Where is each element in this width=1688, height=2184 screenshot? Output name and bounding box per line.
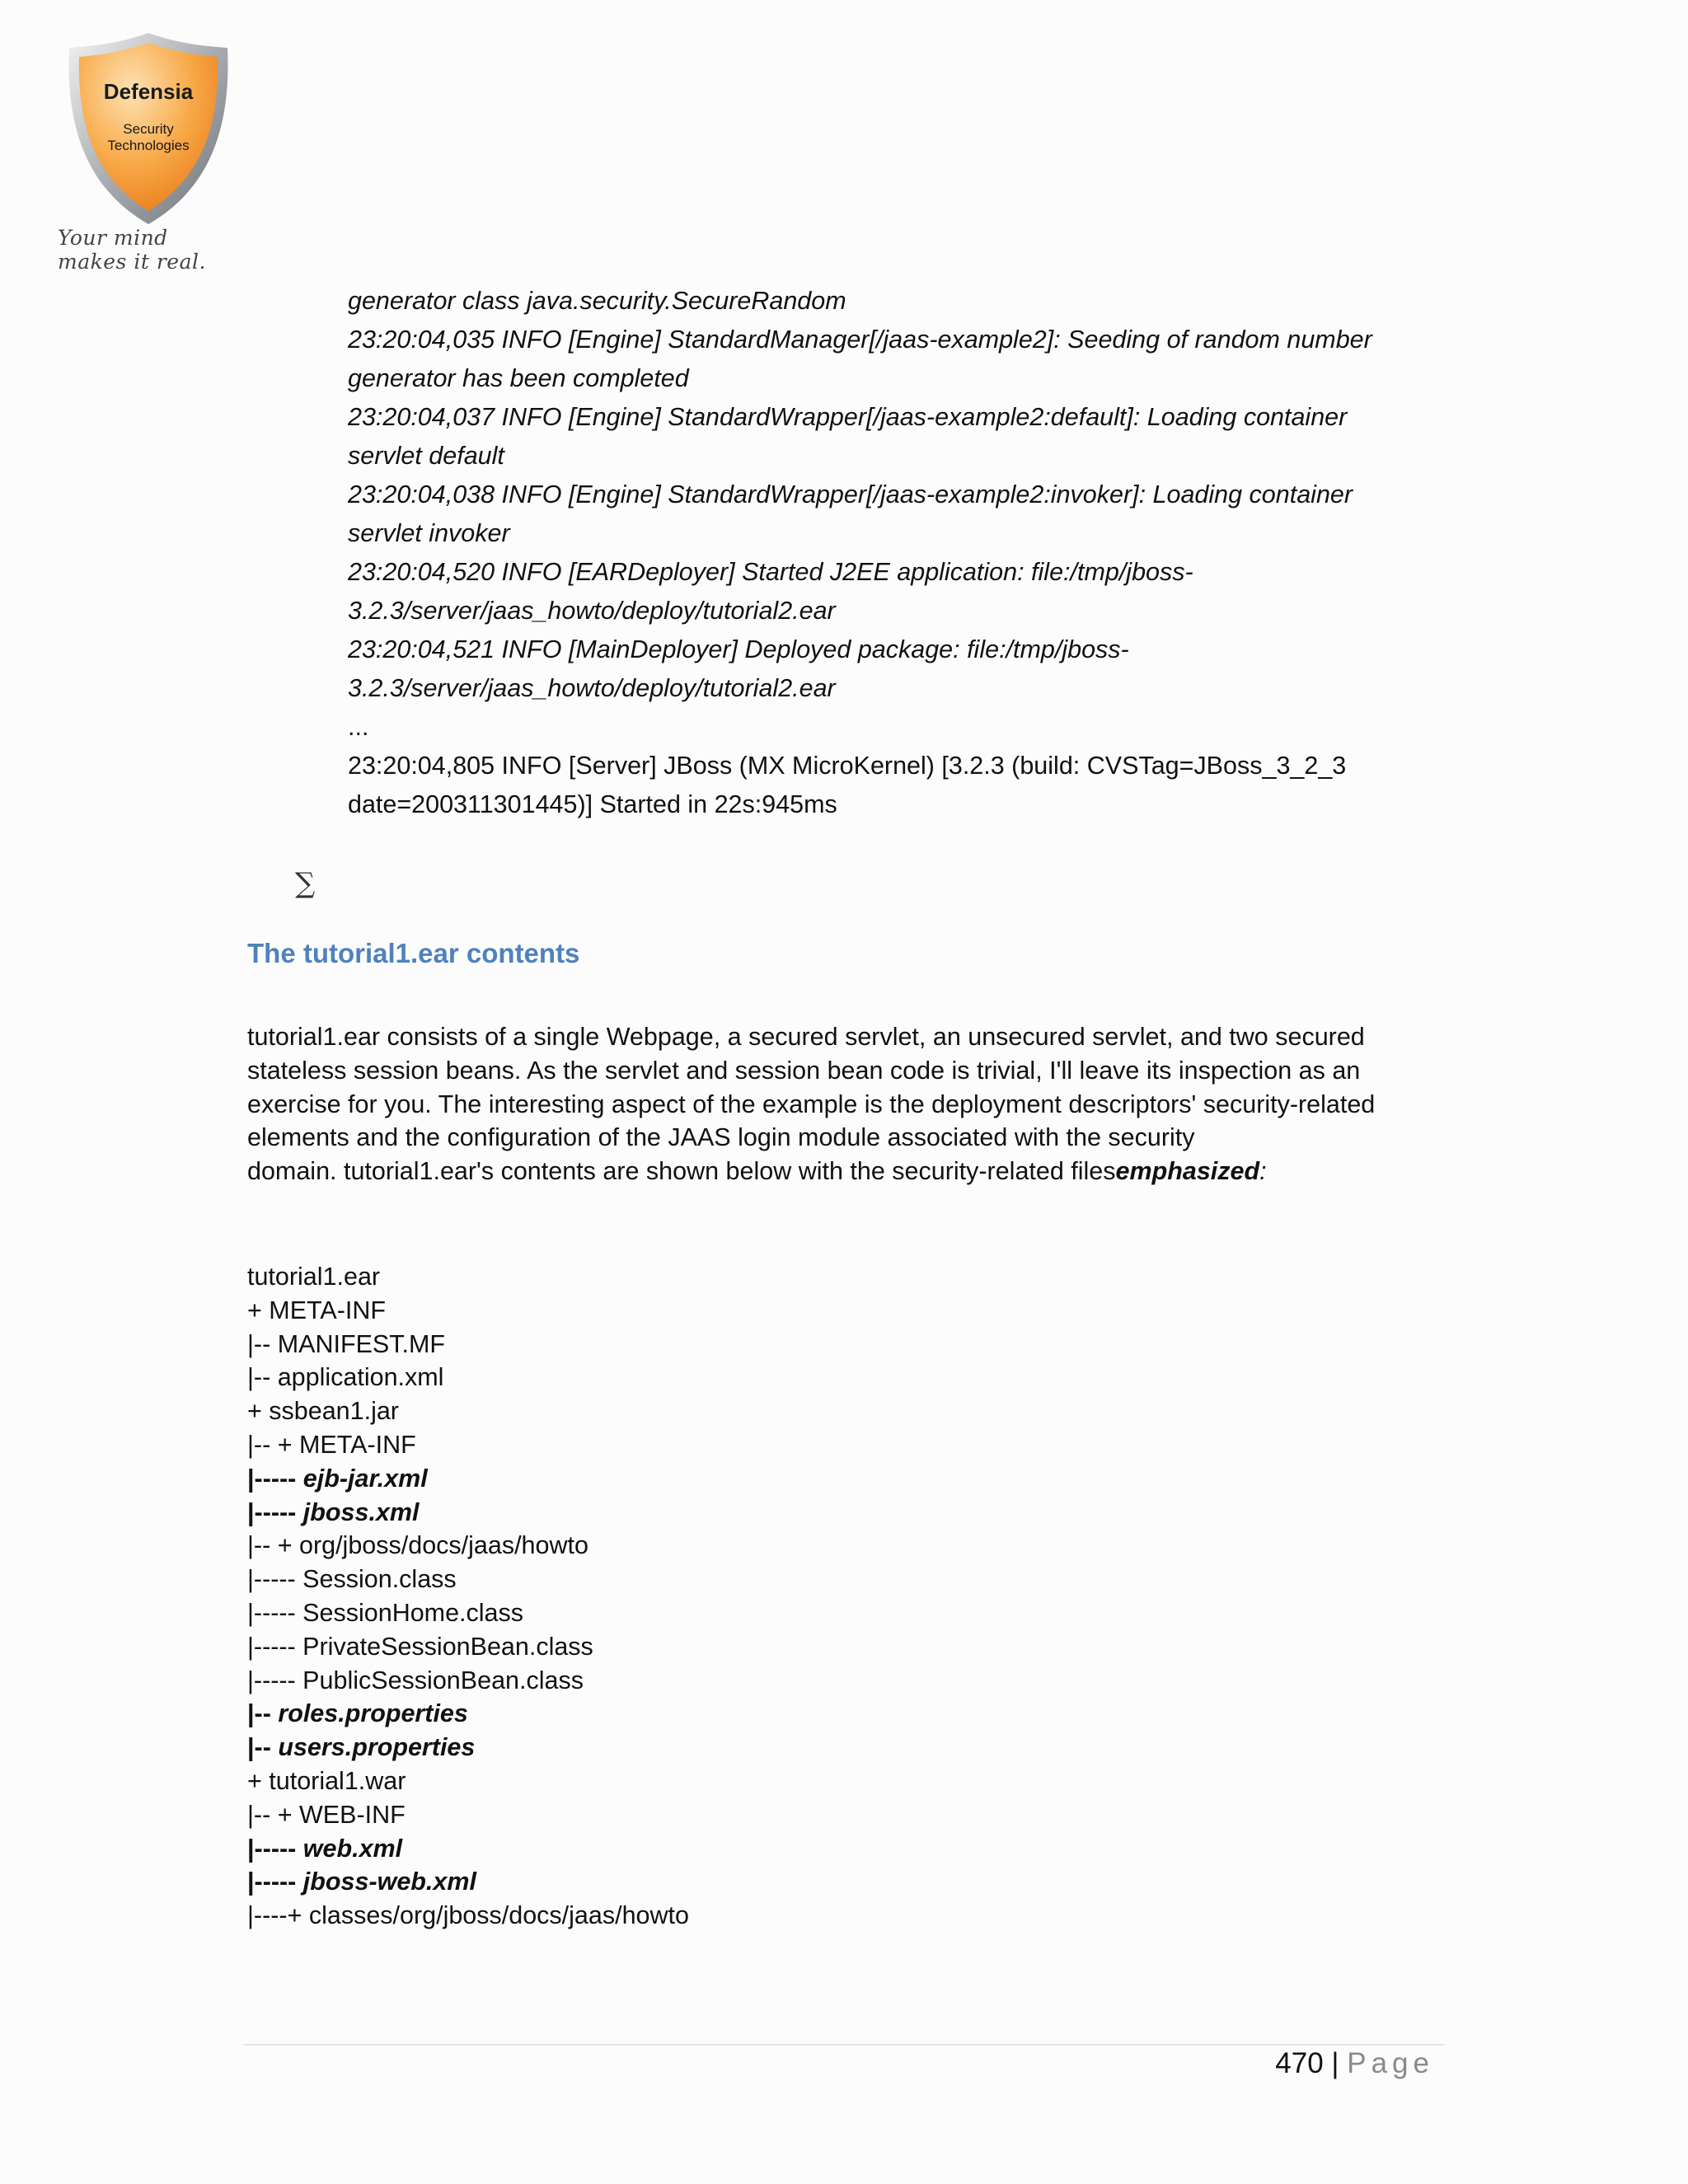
svg-text:Technologies: Technologies [107,138,190,153]
tree-item: |----- SessionHome.class [247,1598,524,1627]
body-paragraph [247,1020,1451,1188]
tree-branch: |-- [247,1733,279,1762]
log-line: servlet default [348,442,504,470]
log-line: date=200311301445)] Started in 22s:945ms [348,790,837,818]
log-output [348,282,1436,824]
tree-item: |-- + META-INF [247,1430,416,1459]
log-line: 23:20:04,038 INFO [Engine] StandardWrapper[/jaas-example2:invoker]: Loading container [348,480,1353,509]
page-number-value: 470 [1275,2047,1324,2079]
svg-text:Security: Security [123,121,174,137]
sigma-bullet-icon: ∑ [295,867,316,900]
log-line: servlet invoker [348,519,510,547]
tree-branch: |----- [247,1497,303,1526]
svg-text:Defensia: Defensia [103,79,194,104]
tree-filename: roles.properties [278,1699,468,1728]
tree-item: |----- Session.class [247,1565,457,1594]
paragraph-line: elements and the configuration of the JAAS login module associated with the security [247,1123,1195,1152]
tree-item: |-- MANIFEST.MF [247,1329,446,1358]
tree-item-security-file [247,1731,689,1765]
tree-branch: |----- [247,1834,303,1863]
tree-item: + META-INF [247,1296,387,1324]
paragraph-line [247,1155,1451,1188]
tree-branch: |-- [247,1699,279,1728]
log-line: 23:20:04,037 INFO [Engine] StandardWrapper[/jaas-example2:default]: Loading container [348,403,1348,431]
footer-divider [244,2044,1444,2046]
tree-item: |-- application.xml [247,1363,444,1392]
tree-item: |----- PrivateSessionBean.class [247,1632,593,1661]
tree-item-security-file [247,1697,689,1731]
tree-item-security-file [247,1462,689,1496]
paragraph-line: exercise for you. The interesting aspect of the example is the deployment descriptors' security-related [247,1090,1376,1118]
logo-tagline: Your mind makes it real. [58,226,206,274]
tree-filename: web.xml [302,1834,403,1863]
log-line: generator has been completed [348,364,689,392]
log-line: ... [348,713,369,741]
tree-filename: jboss-web.xml [302,1868,476,1896]
paragraph-line: stateless session beans. As the servlet and session bean code is trivial, I'll leave its inspection as an [247,1056,1361,1085]
tree-item: + tutorial1.war [247,1766,406,1795]
tree-branch: |----- [247,1868,303,1896]
log-line: 23:20:04,035 INFO [Engine] StandardManager[/jaas-example2]: Seeding of random number [348,326,1372,354]
tree-branch: |----- [247,1464,303,1493]
log-line: 3.2.3/server/jaas_howto/deploy/tutorial2.ear [348,597,836,625]
page-number [1275,2047,1434,2080]
emphasized-word: emphasized [1115,1157,1260,1186]
tree-item: |----+ classes/org/jboss/docs/jaas/howto [247,1901,689,1930]
tree-item: + ssbean1.jar [247,1397,399,1426]
paragraph-colon: : [1259,1157,1267,1186]
paragraph-text: domain. tutorial1.ear's contents are shown below with the security-related files [247,1157,1116,1186]
log-line: 23:20:04,805 INFO [Server] JBoss (MX MicroKernel) [3.2.3 (build: CVSTag=JBoss_3_2_3 [348,752,1347,780]
tree-item: |-- + org/jboss/docs/jaas/howto [247,1531,588,1560]
page-label: Page [1347,2047,1434,2079]
ear-file-tree [247,1260,689,1933]
tree-item: |----- PublicSessionBean.class [247,1666,584,1694]
tree-item: |-- + WEB-INF [247,1800,406,1829]
tree-filename: ejb-jar.xml [302,1464,428,1493]
page-separator: | [1331,2047,1339,2079]
log-line: 23:20:04,521 INFO [MainDeployer] Deployed package: file:/tmp/jboss- [348,635,1129,663]
defensia-logo [58,30,239,252]
tree-item: tutorial1.ear [247,1263,381,1291]
tree-filename: users.properties [278,1733,476,1762]
log-line: generator class java.security.SecureRandom [348,287,846,315]
tree-filename: jboss.xml [302,1497,420,1526]
tree-item-security-file [247,1832,689,1866]
log-line: 23:20:04,520 INFO [EARDeployer] Started J2EE application: file:/tmp/jboss- [348,558,1193,586]
paragraph-line: tutorial1.ear consists of a single Webpage, a secured servlet, an unsecured servlet, and two secured [247,1023,1365,1051]
tree-item-security-file [247,1496,689,1530]
shield-logo-icon [58,30,239,227]
section-heading: The tutorial1.ear contents [247,938,580,968]
tree-item-security-file [247,1865,689,1899]
log-line: 3.2.3/server/jaas_howto/deploy/tutorial2.ear [348,674,836,702]
